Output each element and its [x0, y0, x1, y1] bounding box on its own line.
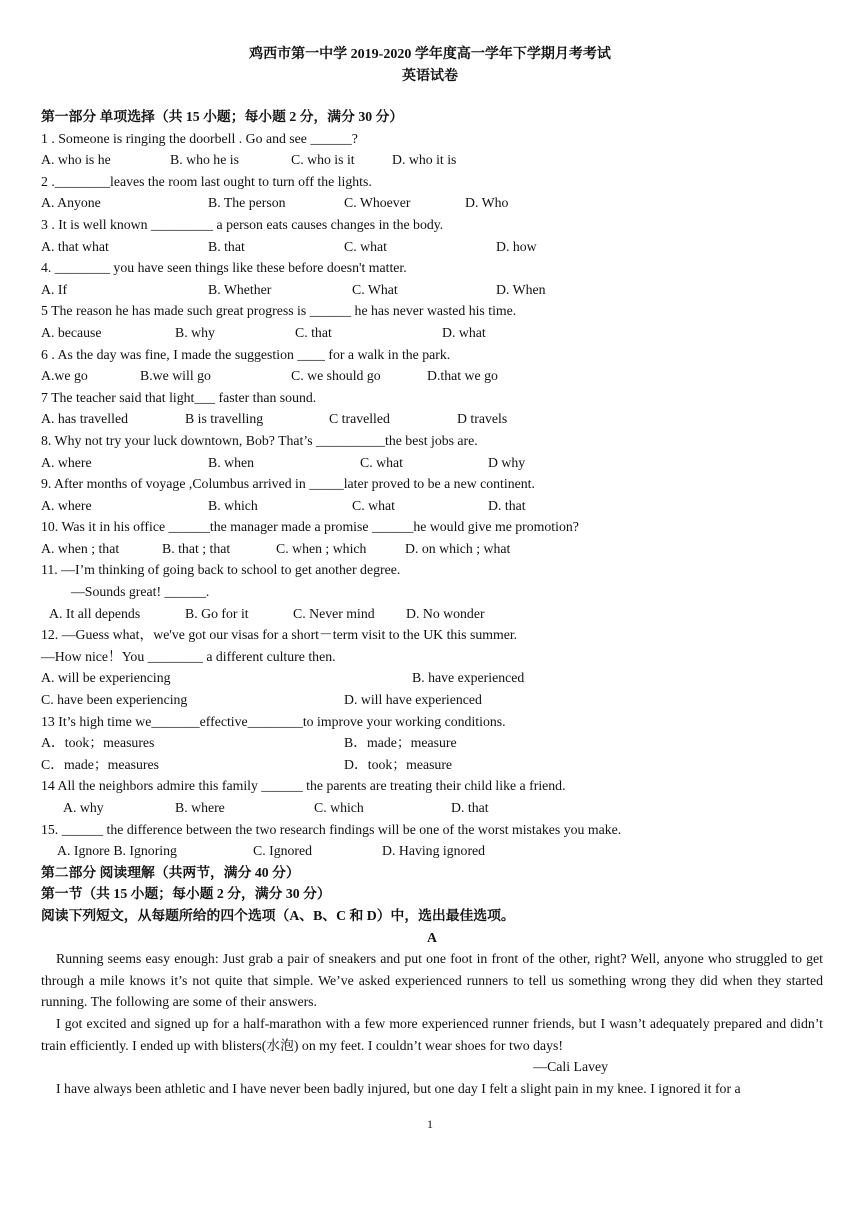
option-b: B. have experienced	[412, 670, 525, 686]
option-d: D. will have experienced	[344, 692, 482, 708]
option-a: A.we go	[41, 368, 88, 384]
option-b: B．made；measure	[344, 735, 457, 751]
option-a: A. It all depends	[49, 605, 141, 621]
passage-paragraph: Running seems easy enough: Just grab a pair of sneakers and put one foot in front of the other, right? Well, anyone who struggled to get through a mile knows it’s not quite that simple. We’ve asked experienced runners to tell us something wrong they did when they started running. The following are some of their answers.	[41, 951, 823, 1010]
option-a: A. has travelled	[41, 411, 128, 427]
option-d: D. on which ; what	[405, 540, 511, 556]
question-options	[41, 365, 823, 387]
option-c: C. what	[360, 454, 403, 470]
option-d: D. When	[496, 281, 546, 297]
question-stem: 9. After months of voyage ,Columbus arrived in _____later proved to be a new continent.	[41, 476, 535, 492]
question-stem: 8. Why not try your luck downtown, Bob? That’s __________the best jobs are.	[41, 432, 478, 448]
question-stem: 11. —I’m thinking of going back to school to get another degree.	[41, 562, 401, 578]
exam-subtitle: 英语试卷	[402, 69, 458, 84]
question-options	[41, 279, 823, 301]
option-d: D. that	[451, 800, 489, 815]
question-options	[41, 236, 823, 258]
option-b: B.we will go	[140, 368, 211, 384]
option-a: A. when ; that	[41, 540, 120, 556]
question-options	[41, 149, 823, 171]
option-d: D. No wonder	[406, 605, 485, 621]
question-stem: 13 It’s high time we_______effective________to improve your working conditions.	[41, 713, 506, 729]
option-a: A. because	[41, 324, 102, 340]
question-stem: 15. ______ the difference between the two research findings will be one of the worst mistakes you make.	[41, 821, 622, 837]
option-b: B. Go for it	[185, 605, 249, 621]
question-options	[41, 192, 823, 214]
option-b: B. when	[208, 454, 254, 470]
option-c: C. who is it	[291, 152, 355, 168]
option-b: B. Whether	[208, 281, 272, 297]
option-c: C. have been experiencing	[41, 692, 188, 708]
option-d: D. Having ignored	[382, 843, 486, 859]
option-d: D．took；measure	[344, 756, 453, 772]
part2-heading: 第二部分 阅读理解（共两节，满分 40 分）	[41, 864, 300, 880]
question-stem: 7 The teacher said that light___ faster than sound.	[41, 389, 317, 405]
option-d: D. Who	[465, 195, 509, 211]
option-d: D. how	[496, 238, 537, 254]
option-c: C. Ignored	[253, 843, 313, 859]
option-b: B. where	[175, 800, 225, 815]
author-signature: —Cali Lavey	[533, 1059, 608, 1075]
option-a-b: A. Ignore B. Ignoring	[57, 843, 177, 859]
question-stem: 1 . Someone is ringing the doorbell . Go and see ______?	[41, 130, 358, 146]
option-c: C. What	[352, 281, 398, 297]
question-stem: 10. Was it in his office ______the manager made a promise ______he would give me promotion?	[41, 519, 579, 535]
option-d: D. who it is	[392, 152, 457, 168]
option-a: A. who is he	[41, 152, 111, 168]
option-c: C. which	[314, 800, 364, 815]
reading-instruction: 阅读下列短文，从每题所给的四个选项（A、B、C 和 D）中，选出最佳选项。	[41, 907, 515, 923]
question-stem: 12. —Guess what，we've got our visas for a short－term visit to the UK this summer.	[41, 627, 518, 643]
option-c: C. when ; which	[276, 540, 367, 556]
option-b: B is travelling	[185, 411, 264, 427]
option-c: C. what	[344, 238, 387, 254]
question-reply: —How nice！You ________ a different culture then.	[41, 648, 336, 664]
question-stem: 3 . It is well known _________ a person eats causes changes in the body.	[41, 216, 444, 232]
question-options	[41, 452, 823, 474]
option-d: D why	[488, 454, 526, 470]
option-d: D. that	[488, 497, 526, 513]
option-d: D. what	[442, 324, 486, 340]
question-options	[41, 840, 823, 862]
option-b: B. who he is	[170, 152, 239, 168]
option-a: A．took；measures	[41, 735, 155, 751]
question-options	[41, 408, 823, 430]
question-stem: 5 The reason he has made such great progress is ______ he has never wasted his time.	[41, 303, 517, 319]
question-reply: —Sounds great! ______.	[71, 584, 210, 600]
option-b: B. The person	[208, 195, 286, 211]
option-a: A. why	[63, 800, 104, 815]
question-options	[41, 732, 823, 754]
option-b: B. which	[208, 497, 258, 513]
option-a: A. Anyone	[41, 195, 101, 211]
option-b: B. that	[208, 238, 245, 254]
question-options	[41, 754, 823, 776]
question-options	[41, 689, 823, 711]
question-stem: 4. ________ you have seen things like these before doesn't matter.	[41, 260, 407, 276]
section1-heading: 第一节（共 15 小题；每小题 2 分，满分 30 分）	[41, 886, 331, 902]
page-number: 1	[427, 1117, 433, 1131]
option-a: A. will be experiencing	[41, 670, 171, 686]
question-stem: 14 All the neighbors admire this family ______ the parents are treating their child like a friend.	[41, 778, 566, 794]
option-b: B. that ; that	[162, 540, 231, 556]
part1-heading: 第一部分 单项选择（共 15 小题；每小题 2 分，满分 30 分）	[41, 109, 404, 124]
question-options	[41, 667, 823, 689]
option-c: C. Whoever	[344, 195, 411, 211]
question-options	[41, 322, 823, 344]
option-c: C. Never mind	[293, 605, 375, 621]
option-a: A. where	[41, 454, 92, 470]
passage-paragraph: I have always been athletic and I have never been badly injured, but one day I felt a slight pain in my knee. I ignored it for a	[56, 1080, 741, 1096]
question-options	[41, 538, 823, 560]
question-options	[41, 603, 823, 625]
option-d: D.that we go	[427, 368, 498, 384]
passage-label: A	[427, 929, 437, 945]
option-d: D travels	[457, 411, 508, 427]
exam-title: 鸡西市第一中学 2019-2020 学年度高一学年下学期月考考试	[249, 47, 611, 62]
exam-content	[41, 106, 823, 1099]
option-c: C. that	[295, 324, 332, 340]
question-stem: 6 . As the day was fine, I made the suggestion ____ for a walk in the park.	[41, 346, 451, 362]
option-c: C．made；measures	[41, 756, 160, 772]
option-b: B. why	[175, 324, 215, 340]
option-c: C travelled	[329, 411, 390, 427]
question-options	[41, 495, 823, 517]
option-c: C. what	[352, 497, 395, 513]
passage-paragraph: I got excited and signed up for a half-marathon with a few more experienced runner friends, but I wasn’t adequately prepared and didn’t train efficiently. I ended up with blisters(水泡) on my feet. I couldn’t wear shoes for two days!	[41, 1015, 823, 1053]
option-c: C. we should go	[291, 368, 381, 384]
question-options	[41, 797, 823, 819]
option-a: A. that what	[41, 238, 109, 254]
option-a: A. If	[41, 281, 68, 297]
question-stem: 2 .________leaves the room last ought to turn off the lights.	[41, 173, 372, 189]
option-a: A. where	[41, 497, 92, 513]
